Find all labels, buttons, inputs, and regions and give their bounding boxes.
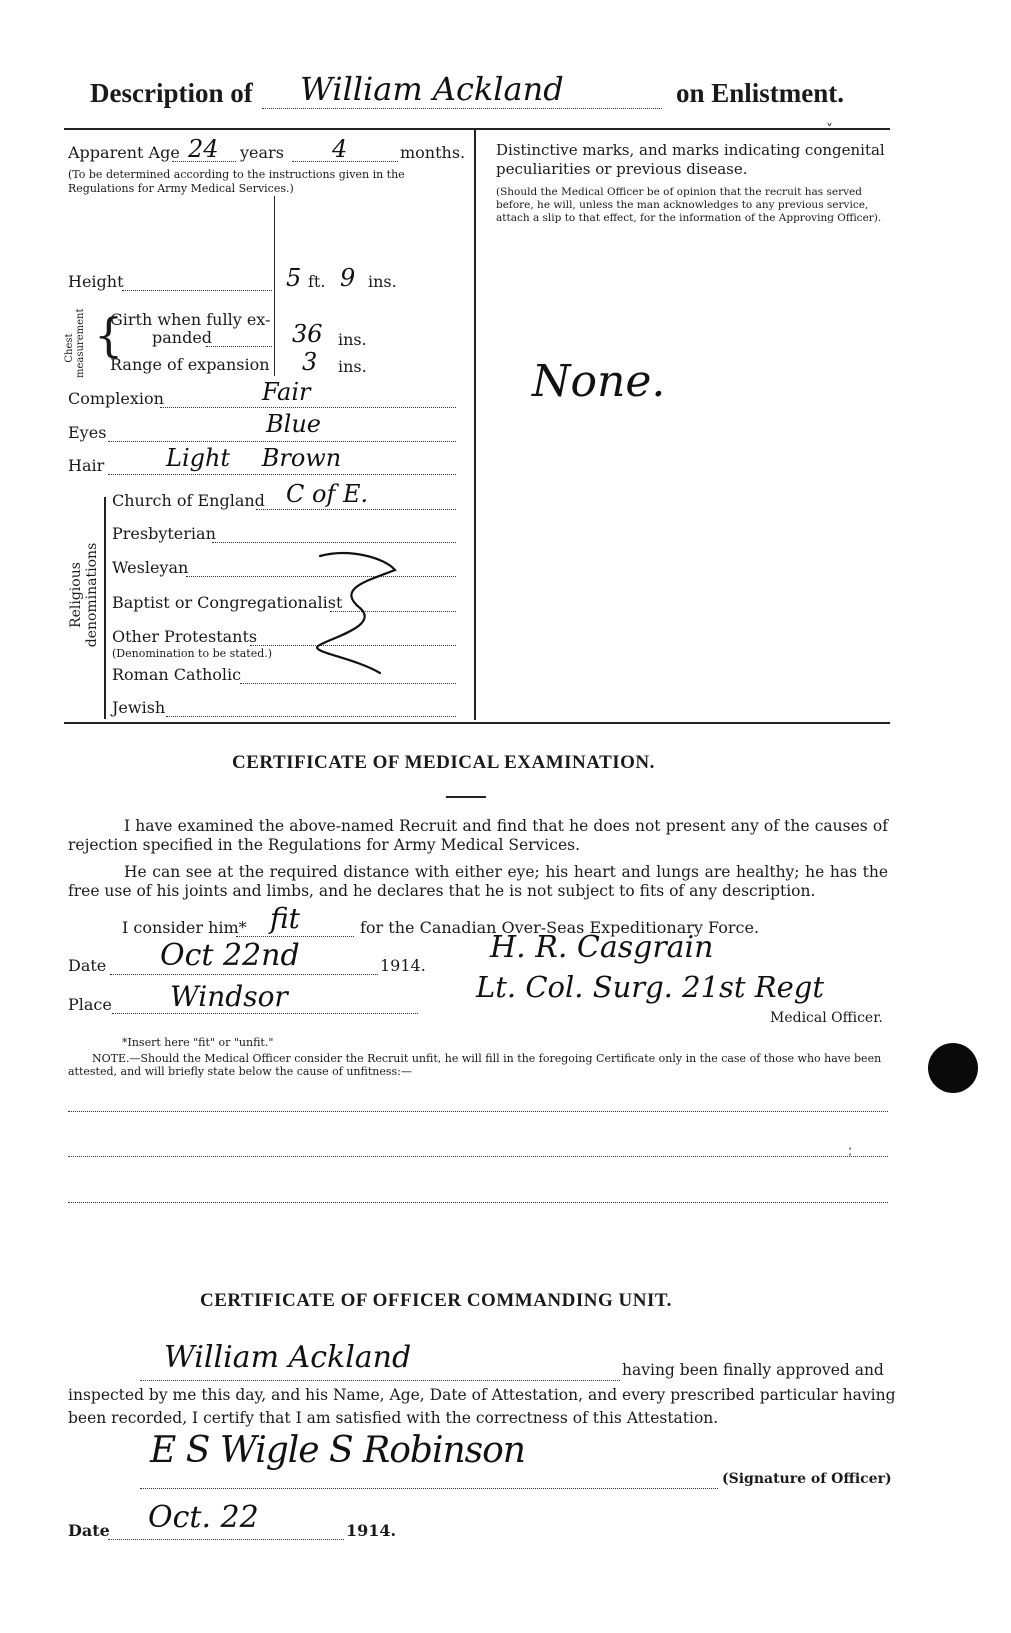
- height-ft-value: 5: [286, 264, 302, 292]
- medical-heading: CERTIFICATE OF MEDICAL EXAMINATION.: [232, 752, 655, 773]
- consider-line: [236, 936, 354, 937]
- religion-jewish: Jewish: [112, 698, 166, 717]
- title-name-line: [262, 108, 662, 109]
- medical-officer-label: Medical Officer.: [770, 1010, 883, 1026]
- top-rule: [64, 128, 890, 130]
- years-label: years: [240, 143, 284, 162]
- signature-of-officer-label: (Signature of Officer): [722, 1471, 892, 1487]
- medical-para-1: I have examined the above-named Recruit and find that he does not present any of the causes of rejection specified in the Regulations for Army Medical Services.: [68, 817, 888, 854]
- officer-heading: CERTIFICATE OF OFFICER COMMANDING UNIT.: [200, 1290, 672, 1311]
- ft-label: ft.: [308, 272, 326, 291]
- title-prefix: Description of: [90, 78, 253, 108]
- range-label: Range of expansion: [110, 355, 270, 374]
- age-note: (To be determined according to the instructions given in the Regulations for Army Medical Services.): [68, 168, 405, 195]
- officer-signature-line: [140, 1488, 718, 1489]
- officer-line-3: been recorded, I certify that I am satisfied with the correctness of this Attestation.: [68, 1409, 719, 1427]
- value-column-line: [274, 196, 275, 376]
- margin-mark: ∶: [848, 1142, 853, 1161]
- range-value: 3: [302, 348, 318, 376]
- marks-label: Distinctive marks, and marks indicating congenital peculiarities or previous disease.: [496, 141, 885, 178]
- place-label: Place: [68, 995, 112, 1014]
- corner-tick: ˅: [826, 122, 833, 138]
- officer-date-line: [108, 1539, 344, 1540]
- eyes-value: Blue: [266, 410, 321, 438]
- hair-line: [108, 474, 456, 475]
- eyes-label: Eyes: [68, 423, 107, 442]
- officer-name-line: [140, 1380, 620, 1381]
- officer-recruit-name: William Ackland: [164, 1340, 412, 1375]
- officer-line-2: inspected by me this day, and his Name, Age, Date of Attestation, and every prescribed particular having: [68, 1386, 896, 1404]
- religion-label: Religious denominations: [68, 542, 100, 648]
- medical-officer-signature: H. R. Casgrain: [490, 930, 714, 965]
- jewish-line: [166, 716, 456, 717]
- presbyterian-line: [212, 542, 456, 543]
- girth-value: 36: [292, 320, 323, 348]
- consider-prefix: I consider him*: [122, 918, 247, 937]
- hair-value: Light Brown: [166, 444, 342, 472]
- place-value: Windsor: [170, 980, 288, 1013]
- age-years-value: 24: [188, 135, 219, 163]
- religion-church-of-england: Church of England: [112, 491, 265, 510]
- officer-year: 1914.: [346, 1521, 397, 1540]
- officer-line-1-suffix: having been finally approved and: [622, 1361, 884, 1379]
- insert-note: *Insert here "fit" or "unfit.": [122, 1036, 274, 1049]
- age-months-line: [292, 161, 398, 162]
- unfit-note: NOTE.—Should the Medical Officer consider the Recruit unfit, he will fill in the foregoing Certificate only in the case of those who have been attested, and will briefly state below the cause of unfitness:—: [68, 1052, 882, 1078]
- roman-catholic-line: [240, 683, 456, 684]
- months-label: months.: [400, 143, 466, 162]
- unfitness-line-1: [68, 1111, 888, 1112]
- religion-roman-catholic: Roman Catholic: [112, 665, 242, 684]
- girth-line: [206, 346, 272, 347]
- medical-date-value: Oct 22nd: [160, 938, 300, 973]
- medical-officer-rank: Lt. Col. Surg. 21st Regt: [476, 970, 824, 1004]
- other-protestants-note: (Denomination to be stated.): [112, 647, 273, 660]
- religion-wesleyan: Wesleyan: [112, 558, 189, 577]
- ins-label: ins.: [368, 272, 397, 291]
- age-label: Apparent Age: [68, 143, 180, 162]
- officer-date-label: Date: [68, 1521, 110, 1540]
- complexion-label: Complexion: [68, 389, 164, 408]
- punch-hole: [928, 1043, 978, 1093]
- unfitness-line-2: [68, 1156, 888, 1157]
- religion-bracket: [104, 497, 106, 719]
- age-years-line: [172, 161, 236, 162]
- place-line: [112, 1013, 418, 1014]
- medical-year: 1914.: [380, 956, 426, 975]
- eyes-line: [108, 441, 456, 442]
- religion-church-of-england-value: C of E.: [286, 480, 369, 508]
- medical-para-2: He can see at the required distance with either eye; his heart and lungs are healthy; he has the free use of his joints and limbs, and he declares that he is not subject to fits of any description.: [68, 863, 888, 900]
- section-rule: [64, 722, 890, 724]
- unfitness-line-3: [68, 1202, 888, 1203]
- height-line: [122, 290, 272, 291]
- marks-value: None.: [532, 356, 666, 407]
- height-in-value: 9: [340, 264, 356, 292]
- girth-label-1: Girth when fully ex-: [110, 310, 271, 329]
- complexion-line: [160, 407, 456, 408]
- commanding-officer-signature: E S Wigle S Robinson: [150, 1430, 525, 1471]
- religion-cancel-mark: [300, 548, 410, 678]
- height-label: Height: [68, 272, 124, 291]
- age-months-value: 4: [332, 135, 348, 163]
- chest-brace: {: [94, 308, 124, 362]
- girth-label-2: panded: [152, 328, 213, 347]
- range-ins-label: ins.: [338, 357, 367, 376]
- hair-label: Hair: [68, 456, 105, 475]
- consider-value: fit: [270, 902, 300, 935]
- officer-date-value: Oct. 22: [148, 1500, 259, 1535]
- title-suffix: on Enlistment.: [676, 78, 845, 108]
- medical-date-label: Date: [68, 956, 107, 975]
- medical-heading-rule: [446, 796, 486, 798]
- recruit-name: William Ackland: [300, 70, 564, 108]
- religion-baptist: Baptist or Congregationalist: [112, 593, 343, 612]
- chest-label: Chest measurement: [64, 308, 86, 378]
- complexion-value: Fair: [262, 378, 311, 406]
- religion-other-protestants: Other Protestants: [112, 627, 258, 646]
- church-line: [256, 509, 456, 510]
- religion-presbyterian: Presbyterian: [112, 524, 216, 543]
- girth-ins-label: ins.: [338, 330, 367, 349]
- document-title: [90, 78, 253, 109]
- marks-note: (Should the Medical Officer be of opinion that the recruit has served before, he will, unless the man acknowledges to any previous service, attach a slip to that effect, for the information of the Approving Officer).: [496, 186, 882, 224]
- medical-date-line: [110, 974, 378, 975]
- consider-suffix: for the Canadian Over-Seas Expeditionary Force.: [360, 918, 760, 937]
- column-divider: [474, 130, 476, 720]
